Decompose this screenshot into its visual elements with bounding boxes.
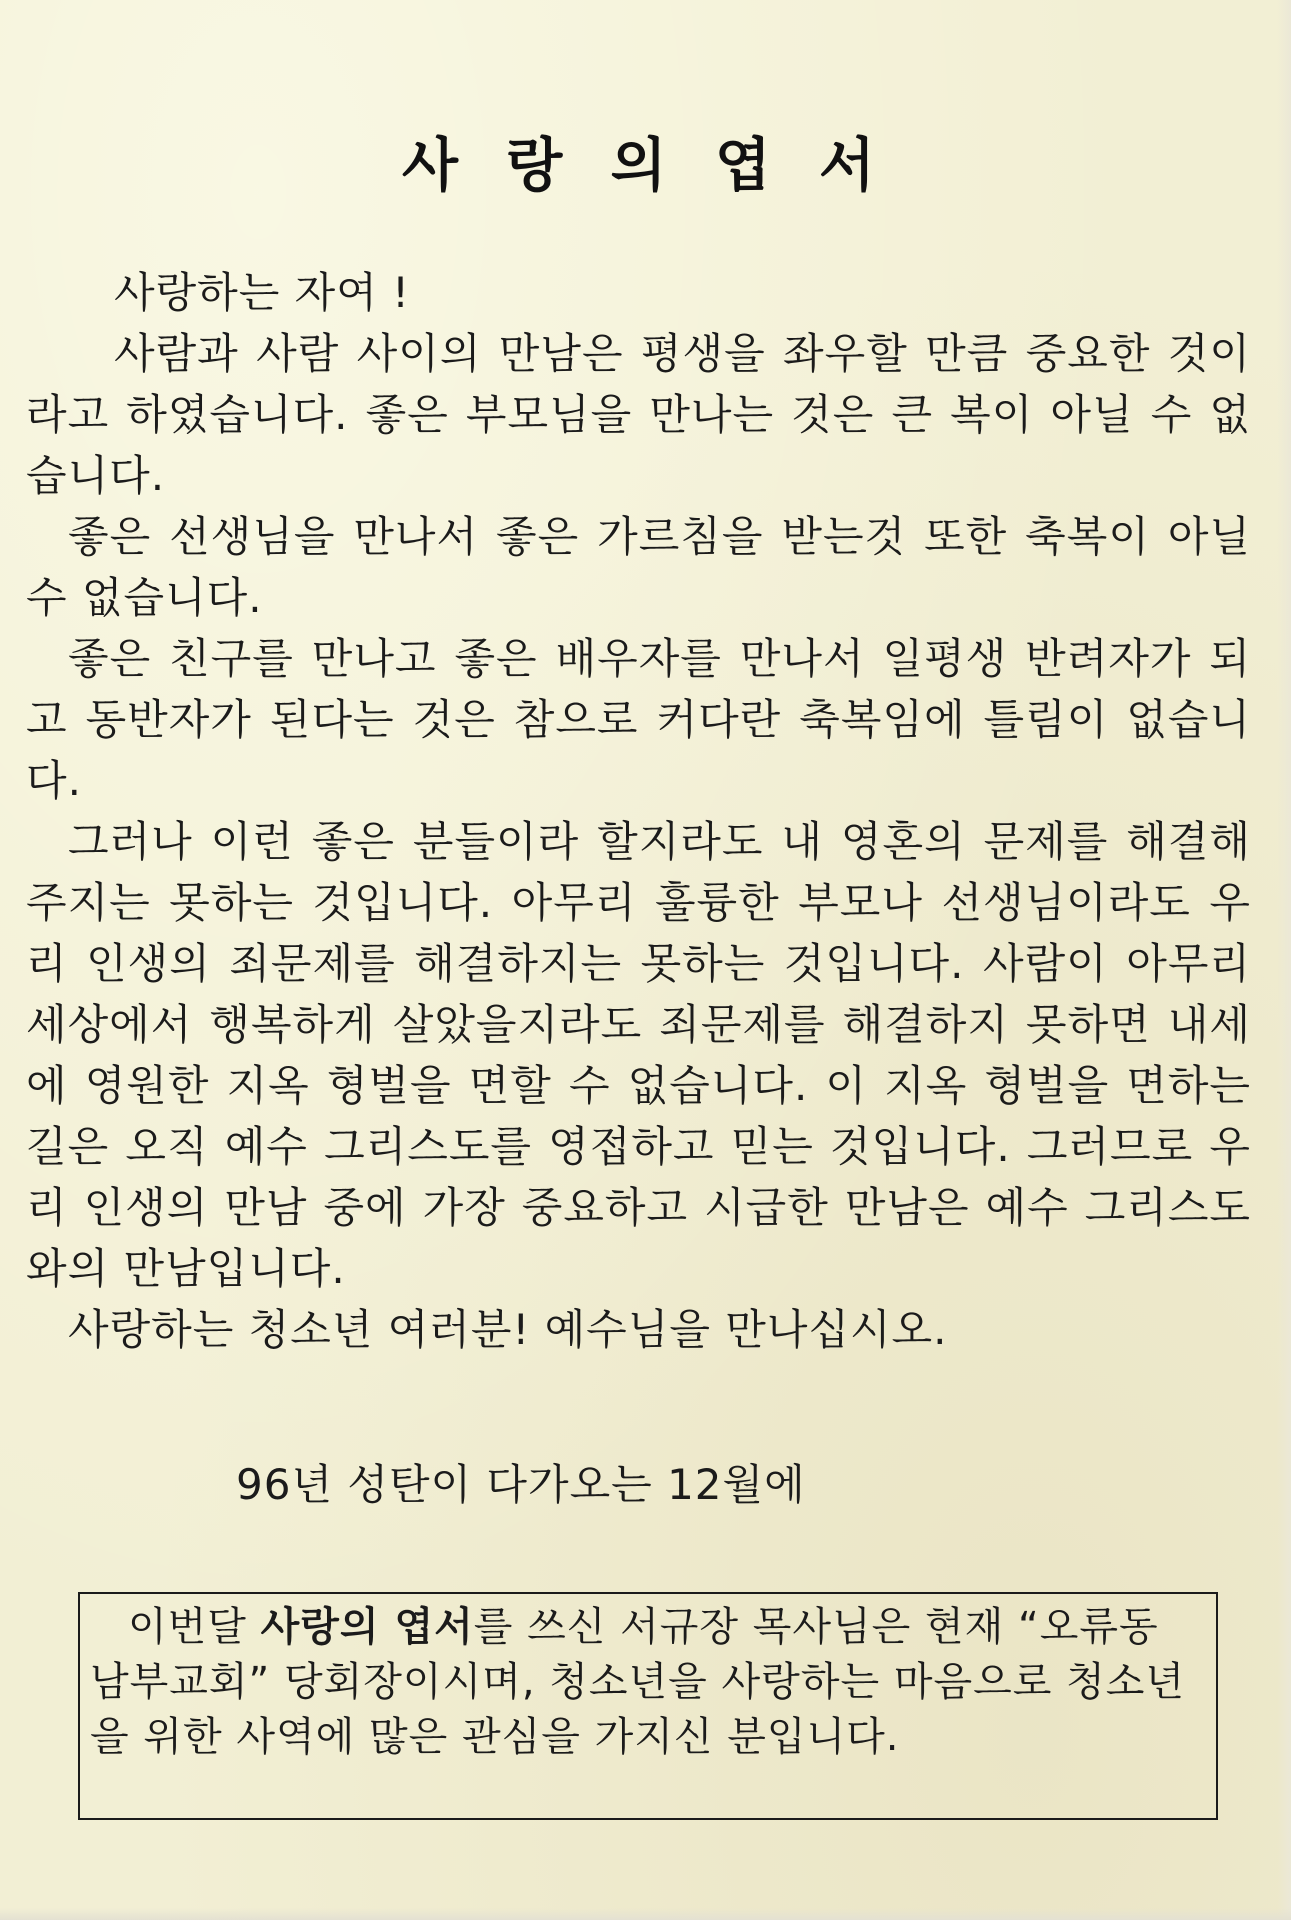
note-bold-title: 사랑의 엽서 [260,1604,474,1650]
paragraph-2: 좋은 선생님을 만나서 좋은 가르침을 받는것 또한 축복이 아닐수 없습니다. [26,512,1251,622]
paper-edge-right [1277,0,1291,1920]
paragraph-3: 좋은 친구를 만나고 좋은 배우자를 만나서 일평생 반려자가 되고 동반자가 된다는 것은 참으로 커다란 축복임에 틀림이 없습니다. [26,634,1251,805]
note-suffix: 를 쓰신 서규장 목사님은 현재 “오류동 남부교회” 당회장이시며, 청소년을 사랑하는 마음으로 청소년을 위한 사역에 많은 관심을 가지신 분입니다. [90,1604,1186,1760]
letter-body [26,262,1251,1360]
date-line: 96년 성탄이 다가오는 12월에 [236,1460,806,1509]
paragraph-5: 사랑하는 청소년 여러분! 예수님을 만나십시오. [68,1305,948,1354]
greeting: 사랑하는 자여 ! [114,268,410,317]
author-note-box [78,1592,1218,1820]
page-title: 사 랑 의 엽 서 [402,131,889,199]
paragraph-1: 사람과 사람 사이의 만남은 평생을 좌우할 만큼 중요한 것이라고 하였습니다. 좋은 부모님을 만나는 것은 큰 복이 아닐 수 없습니다. [26,329,1251,500]
note-prefix: 이번달 [128,1604,261,1650]
paragraph-4: 그러나 이런 좋은 분들이라 할지라도 내 영혼의 문제를 해결해 주지는 못하는 것입니다. 아무리 훌륭한 부모나 선생님이라도 우리 인생의 죄문제를 해결하지는 못하는 것입니다. 사람이 아무리 세상에서 행복하게 살았을지라도 죄문제를 해결하지 못하면 내세에 영원한 지옥 형벌을 면할 수 없습니다. 이 지옥 형벌을 면하는 길은 오직 예수 그리스도를 영접하고 믿는 것입니다. 그러므로 우리 인생의 만남 중에 가장 중요하고 시급한 만남은 예수 그리스도와의 만남입니다. [26,817,1251,1293]
paper-edge-bottom [0,1908,1291,1920]
